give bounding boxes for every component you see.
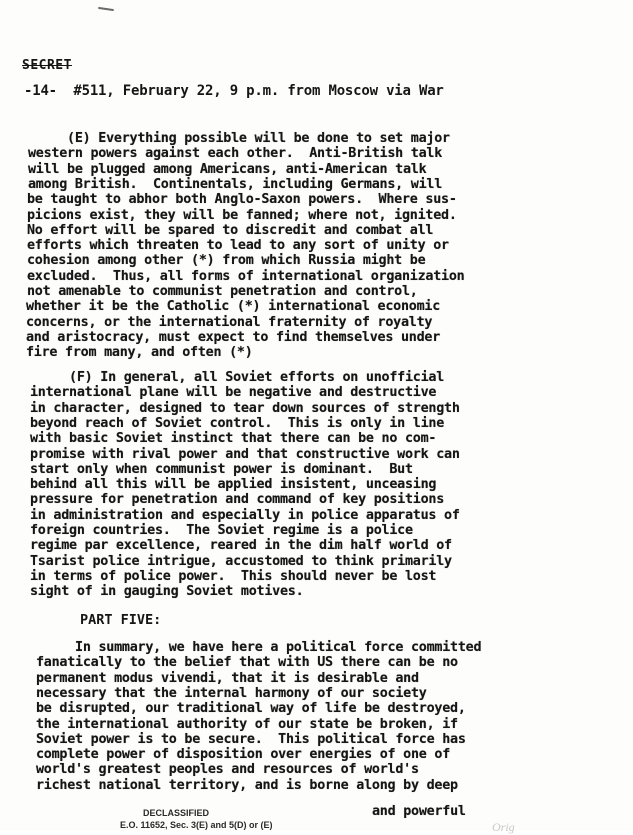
text-line: richest national territory, and is borne along by deep: [36, 777, 458, 793]
text-line: pressure for penetration and command of key positions: [30, 492, 445, 508]
text-line: permanent modus vivendi, that it is desirable and: [36, 670, 419, 686]
text-line: picions exist, they will be fanned; where not, ignited.: [27, 207, 457, 223]
text-line: fanatically to the belief that with US there can be no: [36, 655, 458, 671]
text-line: the international authority of our state be broken, if: [36, 716, 458, 732]
part-five-heading: PART FIVE:: [80, 612, 162, 628]
text-line: among British. Continentals, including Germans, will: [28, 176, 443, 192]
text-line: promise with rival power and that constructive work can: [30, 446, 460, 462]
text-line: in administration and especially in police apparatus of: [30, 507, 460, 523]
text-line: regime par excellence, reared in the dim half world of: [30, 538, 452, 554]
text-line: necessary that the internal harmony of our society: [36, 685, 427, 701]
text-line: (E) Everything possible will be done to set major: [28, 131, 450, 146]
continuation-text: and powerful: [372, 804, 466, 819]
text-line: be disrupted, our traditional way of life be destroyed,: [36, 701, 466, 717]
text-line: No effort will be spared to discredit and combat all: [27, 222, 434, 238]
text-line: sight of in gauging Soviet motives.: [30, 584, 304, 600]
text-line: Soviet power is to be secure. This political force has: [36, 731, 466, 747]
declassified-stamp: DECLASSIFIED: [143, 808, 210, 818]
text-line: and aristocracy, must expect to find themselves under: [26, 329, 441, 345]
text-line: efforts which threaten to lead to any sort of unity or: [27, 238, 449, 254]
executive-order-stamp: E.O. 11652, Sec. 3(E) and 5(D) or (E): [120, 820, 273, 830]
text-line: (F) In general, all Soviet efforts on unofficial: [30, 370, 445, 385]
text-line: In summary, we have here a political force committed: [36, 640, 482, 655]
text-line: western powers against each other. Anti-British talk: [28, 146, 443, 162]
text-line: Tsarist police intrigue, accustomed to think primarily: [30, 553, 452, 569]
text-line: be taught to abhor both Anglo-Saxon powers. Where sus-: [27, 192, 457, 208]
text-line: will be plugged among Americans, anti-American talk: [28, 161, 427, 177]
classification-marking: SECRET: [22, 58, 72, 73]
text-line: complete power of disposition over energies of one of: [36, 747, 451, 763]
text-line: fire from many, and often (*): [26, 345, 253, 361]
text-line: international plane will be negative and destructive: [30, 385, 437, 401]
text-line: whether it be the Catholic (*) international economic: [26, 299, 441, 315]
text-line: in character, designed to tear down sources of strength: [30, 400, 460, 416]
text-line: not amenable to communist penetration and control,: [27, 284, 418, 299]
text-line: beyond reach of Soviet control. This is only in line: [30, 415, 445, 431]
text-line: behind all this will be applied insistent, unceasing: [30, 477, 437, 493]
text-line: with basic Soviet instinct that there can be no com-: [30, 431, 437, 447]
page-mark: [98, 7, 114, 11]
text-line: excluded. Thus, all forms of international organization: [27, 268, 465, 284]
telegram-header: -14- #511, February 22, 9 p.m. from Moscow via War: [24, 83, 444, 99]
faint-note: Orig: [492, 820, 515, 834]
text-line: in terms of police power. This should never be lost: [30, 568, 437, 584]
text-line: cohesion among other (*) from which Russia might be: [27, 253, 426, 269]
text-line: foreign countries. The Soviet regime is a police: [30, 523, 413, 538]
text-line: world's greatest peoples and resources of world's: [36, 762, 419, 778]
text-line: start only when communist power is dominant. But: [30, 461, 413, 477]
text-line: concerns, or the international fraternity of royalty: [26, 314, 433, 330]
